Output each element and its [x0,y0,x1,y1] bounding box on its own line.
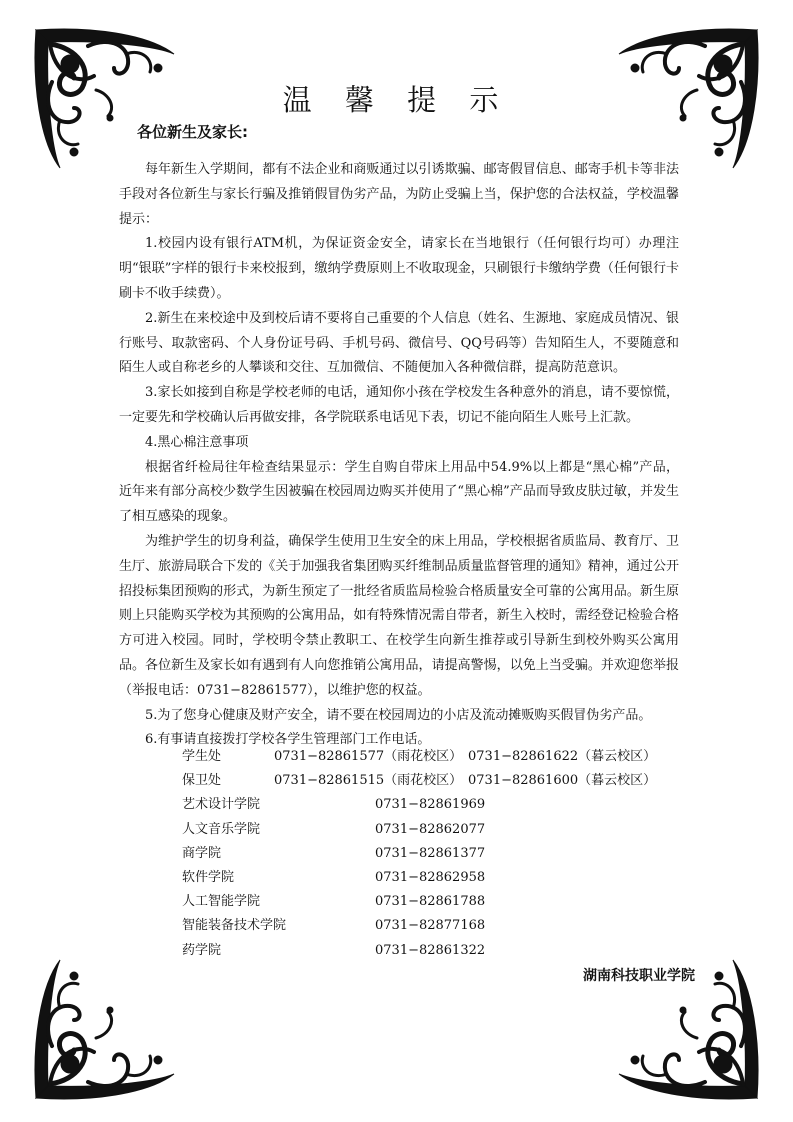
contact-phone: 0731−82862077 [375,821,486,837]
contact-row [182,890,656,914]
cotton-paragraph-1: 根据省纤检局往年检查结果显示：学生自购自带床上用品中54.9%以上都是“黑心棉”产品，近年来有部分高校少数学生因被骗在校园周边购买并使用了“黑心棉”产品而导致皮肤过敏，并发生了相互感染的现象。 [119,459,679,525]
contact-phone: 0731−82861377 [375,845,486,861]
notice-body [119,158,679,753]
contact-dept: 软件学院 [182,869,235,885]
tip-personal-info: 2.新生在来校途中及到校后请不要将自己重要的个人信息（姓名、生源地、家庭成员情况、银行账号、取款密码、个人身份证号码、手机号码、微信号、QQ号码等）告知陌生人，不要随意和陌生人或自称老乡的人攀谈和交往、互加微信、不随便加入各种微信群，提高防范意识。 [119,310,679,376]
corner-ornament-bottom-left [30,954,180,1104]
tip-shopping: 5.为了您身心健康及财产安全，请不要在校园周边的小店及流动摊贩购买假冒伪劣产品。 [145,707,652,723]
signature: 湖南科技职业学院 [583,968,695,984]
contact-phone: 0731−82861577（雨花校区） [274,749,463,764]
contact-row [182,866,656,890]
contact-dept: 学生处 [182,749,222,764]
contact-phone: 0731−82861515（雨花校区） [274,773,463,789]
contact-row [182,842,656,866]
flourish-icon [30,954,180,1104]
contact-phone-alt: 0731−82861622（暮云校区） [468,749,657,764]
contact-phone: 0731−82877168 [375,918,486,934]
contact-row [182,793,656,817]
contact-table [182,745,656,963]
salutation: 各位新生及家长: [137,123,248,141]
contact-dept: 药学院 [182,942,222,958]
contact-row [182,745,656,769]
contact-dept: 艺术设计学院 [182,797,261,813]
contact-phone: 0731−82861788 [375,894,486,910]
contact-dept: 人工智能学院 [182,894,261,910]
contact-dept: 商学院 [182,845,222,861]
contact-row [182,939,656,963]
contact-row [182,769,656,793]
page-title: 温 馨 提 示 [282,83,511,117]
contact-phone-alt: 0731−82861600（暮云校区） [468,773,657,789]
contact-dept: 保卫处 [182,773,222,789]
contact-row [182,818,656,842]
intro-paragraph: 每年新生入学期间，都有不法企业和商贩通过以引诱欺骗、邮寄假冒信息、邮寄手机卡等非法手段对各位新生与家长行骗及推销假冒伪劣产品，为防止受骗上当，保护您的合法权益，学校温馨提示： [119,162,679,227]
contact-phone: 0731−82861322 [375,942,486,958]
tip-phone-intro: 6.有事请直接拨打学校各学生管理部门工作电话。 [145,732,431,748]
contact-phone: 0731−82862958 [375,869,486,885]
cotton-paragraph-2: 为维护学生的切身利益，确保学生使用卫生安全的床上用品，学校根据省质监局、教育厅、卫生厅、旅游局联合下发的《关于加强我省集团购买纤维制品质量监督管理的通知》精神，通过公开招投标集团预购的形式，为新生预定了一批经省质监局检验合格质量安全可靠的公寓用品。新生原则上只能购买学校为其预购的公寓用品，如有特殊情况需自带者，新生入校时，需经登记检验合格方可进入校园。同时，学校明令禁止教职工、在校学生向新生推荐或引导新生到校外购买公寓用品。各位新生及家长如有遇到有人向您推销公寓用品，请提高警惕，以免上当受骗。并欢迎您举报（举报电话：0731−82861577），以维护您的权益。 [119,533,679,698]
contact-phone: 0731−82861969 [375,797,486,813]
tip-atm: 1.校园内设有银行ATM机，为保证资金安全，请家长在当地银行（任何银行均可）办理注明“银联”字样的银行卡来校报到，缴纳学费原则上不收取现金，只刷银行卡缴纳学费（任何银行卡刷卡不收手续费）。 [119,236,679,301]
contact-dept: 智能装备技术学院 [182,918,287,934]
tip-fraud-calls: 3.家长如接到自称是学校老师的电话，通知你小孩在学校发生各种意外的消息，请不要惊慌，一定要先和学校确认后再做安排，各学院联系电话见下表，切记不能向陌生人账号上汇款。 [119,385,679,425]
contact-dept: 人文音乐学院 [182,821,261,837]
tip-heading-cotton: 4.黑心棉注意事项 [145,434,249,450]
contact-row [182,914,656,938]
